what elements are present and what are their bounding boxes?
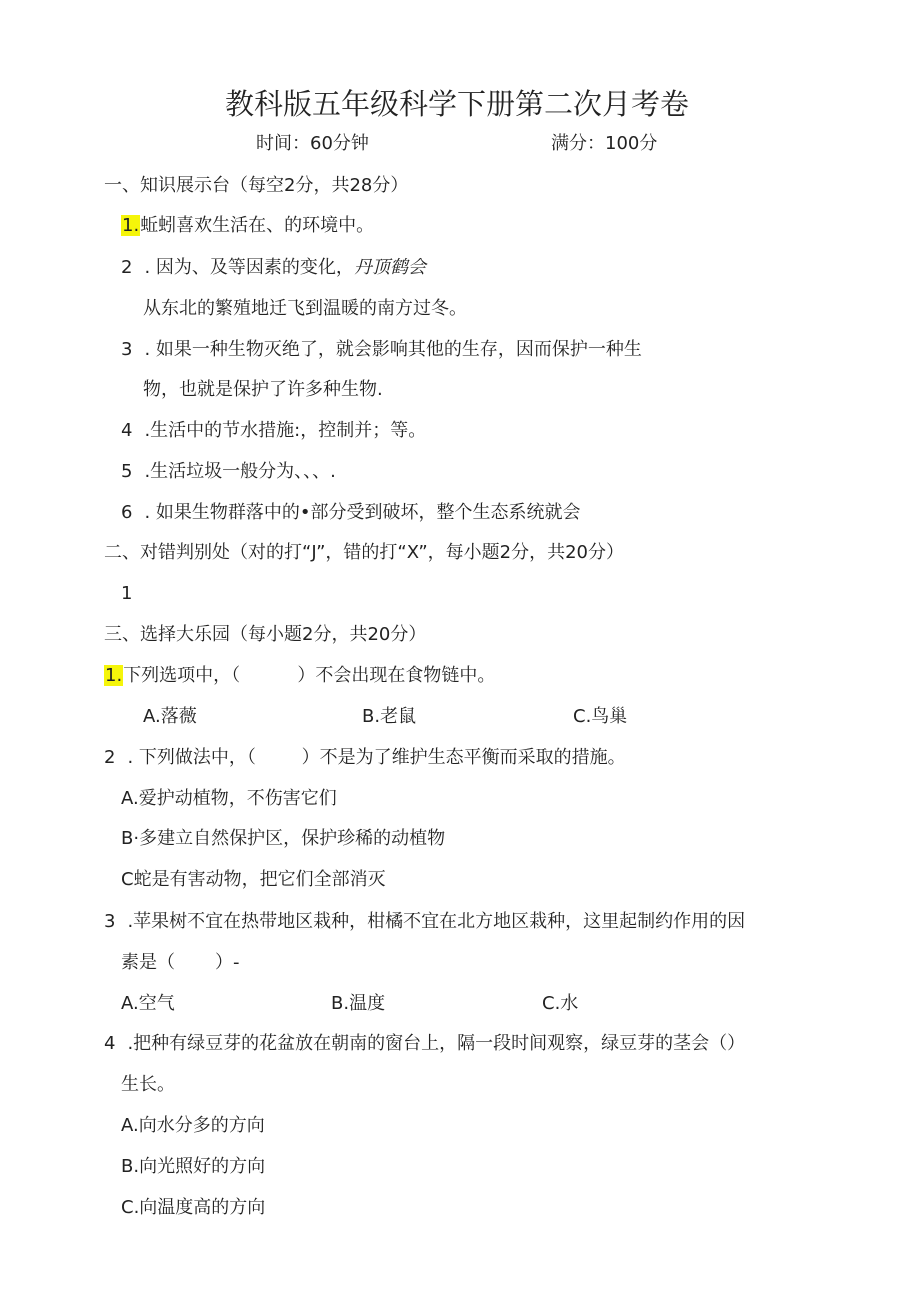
s3-q2-option-b: B·多建立自然保护区，保护珍稀的动植物 xyxy=(121,828,446,849)
question-text: 蚯蚓喜欢生活在、的环境中。 xyxy=(140,215,375,236)
question-number: 3 xyxy=(121,339,133,360)
page-title: 教科版五年级科学下册第二次月考卷 xyxy=(225,87,690,121)
s3-q4-option-c: C.向温度高的方向 xyxy=(121,1197,266,1218)
question-text: .生活垃圾一般分为、、、. xyxy=(144,461,336,482)
s1-question-6 xyxy=(121,500,581,526)
s1-question-3 xyxy=(121,337,642,363)
exam-score: 满分：100分 xyxy=(551,133,658,154)
s3-q1-option-b: B.老鼠 xyxy=(362,706,417,727)
s3-question-3 xyxy=(104,909,745,935)
section3-heading: 三、选择大乐园（每小题2分，共20分） xyxy=(104,624,427,645)
exam-time: 时间：60分钟 xyxy=(256,133,369,154)
question-text: . 下列做法中，（ ）不是为了维护生态平衡而采取的措施。 xyxy=(127,747,626,768)
s3-question-3-continued: 素是（ ）- xyxy=(121,952,240,973)
s3-question-4 xyxy=(104,1031,745,1057)
question-number: 2 xyxy=(104,747,116,768)
question-italic-text: 丹顶鹤会 xyxy=(353,257,426,278)
s3-q3-option-a: A.空气 xyxy=(121,993,175,1014)
s1-question-2 xyxy=(121,255,426,281)
s3-question-4-continued: 生长。 xyxy=(121,1074,175,1095)
s3-q3-option-b: B.温度 xyxy=(331,993,386,1014)
s3-question-1 xyxy=(104,663,495,689)
question-text: .苹果树不宜在热带地区栽种，柑橘不宜在北方地区栽种，这里起制约作用的因 xyxy=(127,911,746,932)
question-number: 1. xyxy=(105,665,123,686)
question-number: 6 xyxy=(121,502,133,523)
s1-question-3-continued: 物，也就是保护了许多种生物. xyxy=(143,379,383,400)
question-text: .生活中的节水措施:，控制并；等。 xyxy=(144,420,427,441)
section2-heading: 二、对错判别处（对的打“J”，错的打“X”，每小题2分，共20分） xyxy=(104,542,625,563)
s1-question-5 xyxy=(121,459,336,485)
question-text: 下列选项中，（ ）不会出现在食物链中。 xyxy=(123,665,496,686)
question-number: 3 xyxy=(104,911,116,932)
s3-q3-option-c: C.水 xyxy=(542,993,579,1014)
question-number: 2 xyxy=(121,257,133,278)
s3-q2-option-a: A.爱护动植物，不伤害它们 xyxy=(121,788,337,809)
question-text: . 如果一种生物灭绝了，就会影响其他的生存，因而保护一种生 xyxy=(144,339,642,360)
s3-q2-option-c: C蛇是有害动物，把它们全部消灭 xyxy=(121,869,386,890)
question-text: .把种有绿豆芽的花盆放在朝南的窗台上，隔一段时间观察，绿豆芽的茎会（） xyxy=(127,1033,746,1054)
question-number: 1. xyxy=(122,215,140,236)
s3-q1-option-c: C.鸟巢 xyxy=(573,706,628,727)
question-number: 5 xyxy=(121,461,133,482)
s1-question-4 xyxy=(121,418,426,444)
question-text: . 如果生物群落中的•部分受到破坏，整个生态系统就会 xyxy=(144,502,581,523)
s3-question-2 xyxy=(104,745,626,771)
question-number: 4 xyxy=(104,1033,116,1054)
s3-q1-option-a: A.落薇 xyxy=(143,706,197,727)
question-number: 4 xyxy=(121,420,133,441)
s2-question-1: 1 xyxy=(121,583,133,604)
s3-q4-option-a: A.向水分多的方向 xyxy=(121,1115,265,1136)
question-text: . 因为、及等因素的变化， xyxy=(144,257,354,278)
s3-q4-option-b: B.向光照好的方向 xyxy=(121,1156,266,1177)
s1-question-2-continued: 从东北的繁殖地迁飞到温暖的南方过冬。 xyxy=(143,298,467,319)
s1-question-1 xyxy=(121,213,374,239)
section1-heading: 一、知识展示台（每空2分，共28分） xyxy=(104,175,409,196)
